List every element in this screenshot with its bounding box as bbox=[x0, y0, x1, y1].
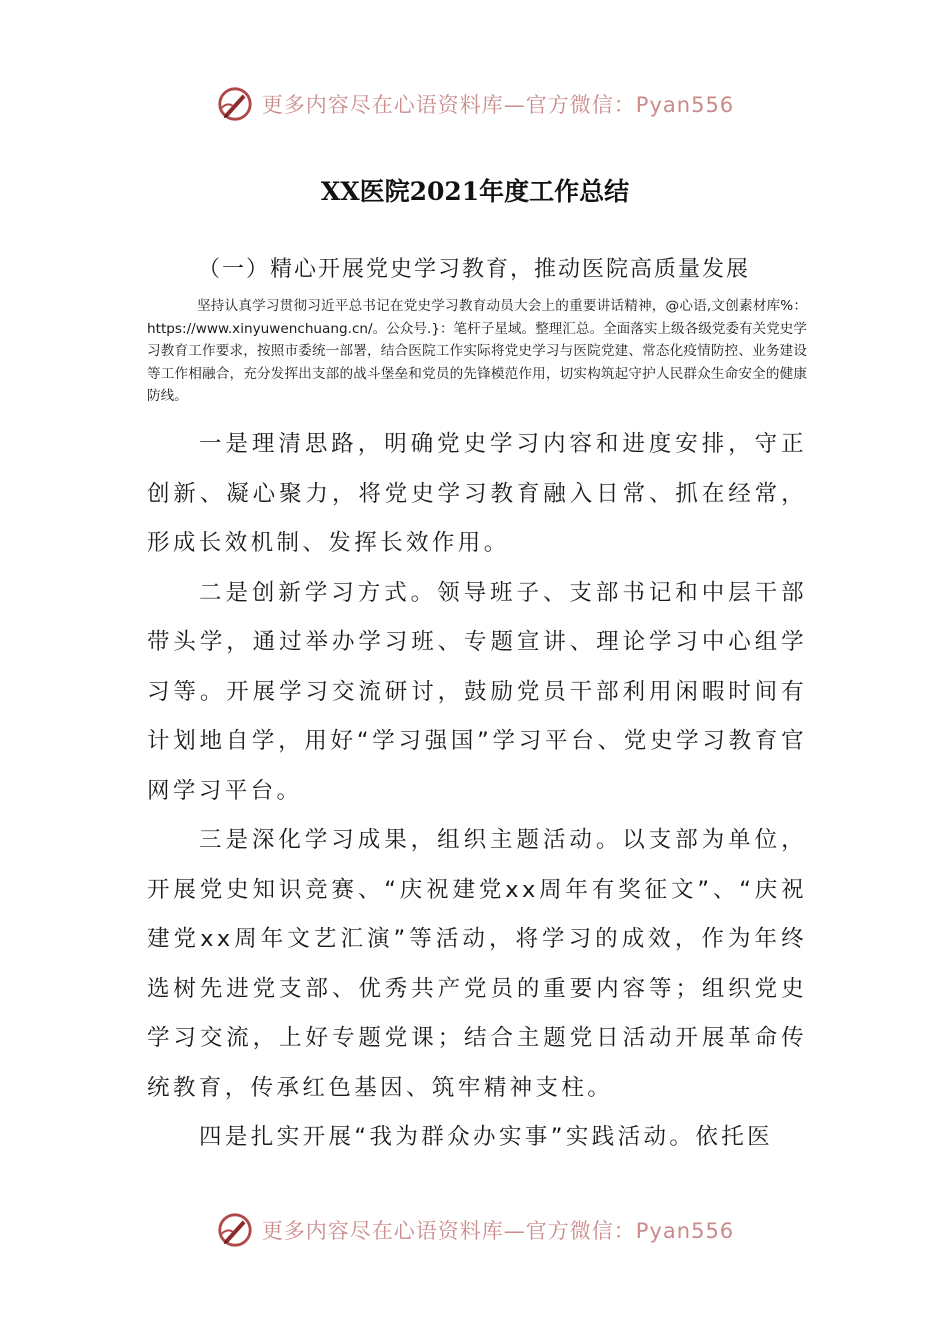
watermark-text: 更多内容尽在心语资料库—官方微信：Pyan556 bbox=[261, 93, 735, 117]
footer-watermark bbox=[0, 1208, 950, 1252]
page-title: XX医院2021年度工作总结 bbox=[320, 177, 630, 206]
intro-paragraph: 坚持认真学习贯彻习近平总书记在党史学习教育动员大会上的重要讲话精神，@心语,文创素材库%：https://www.xinyuwenchuang.cn/。公众号.}：笔杆子星域。整理汇总。全面落实上级各级党委有关党史学习教育工作要求，按照市委统一部署，结合医院工作实际将党史学习与医院党建、常态化疫情防控、业务建设等工作相融合，充分发挥出支部的战斗堡垒和党员的先锋模范作用，切实构筑起守护人民群众生命安全的健康防线。 bbox=[147, 298, 807, 404]
pen-logo-icon bbox=[216, 85, 254, 123]
pen-logo-icon bbox=[216, 1211, 254, 1249]
section-heading: （一）精心开展党史学习教育，推动医院高质量发展 bbox=[198, 257, 751, 282]
paragraph-2: 二是创新学习方式。领导班子、支部书记和中层干部带头学，通过举办学习班、专题宣讲、理论学习中心组学习等。开展学习交流研讨，鼓励党员干部利用闲暇时间有计划地自学，用好“学习强国”学习平台、党史学习教育官网学习平台。 bbox=[147, 579, 807, 804]
body-text bbox=[147, 420, 807, 1163]
paragraph-1: 一是理清思路，明确党史学习内容和进度安排，守正创新、凝心聚力，将党史学习教育融入日常、抓在经常，形成长效机制、发挥长效作用。 bbox=[147, 431, 807, 556]
paragraph-3: 三是深化学习成果，组织主题活动。以支部为单位，开展党史知识竞赛、“庆祝建党xx周年有奖征文”、“庆祝建党xx周年文艺汇演”等活动，将学习的成效，作为年终选树先进党支部、优秀共产党员的重要内容等；组织党史学习交流，上好专题党课；结合主题党日活动开展革命传统教育，传承红色基因、筑牢精神支柱。 bbox=[147, 827, 807, 1101]
paragraph-4: 四是扎实开展“我为群众办实事”实践活动。依托医 bbox=[199, 1124, 774, 1150]
watermark-text: 更多内容尽在心语资料库—官方微信：Pyan556 bbox=[261, 1219, 735, 1243]
header-watermark bbox=[0, 82, 950, 126]
